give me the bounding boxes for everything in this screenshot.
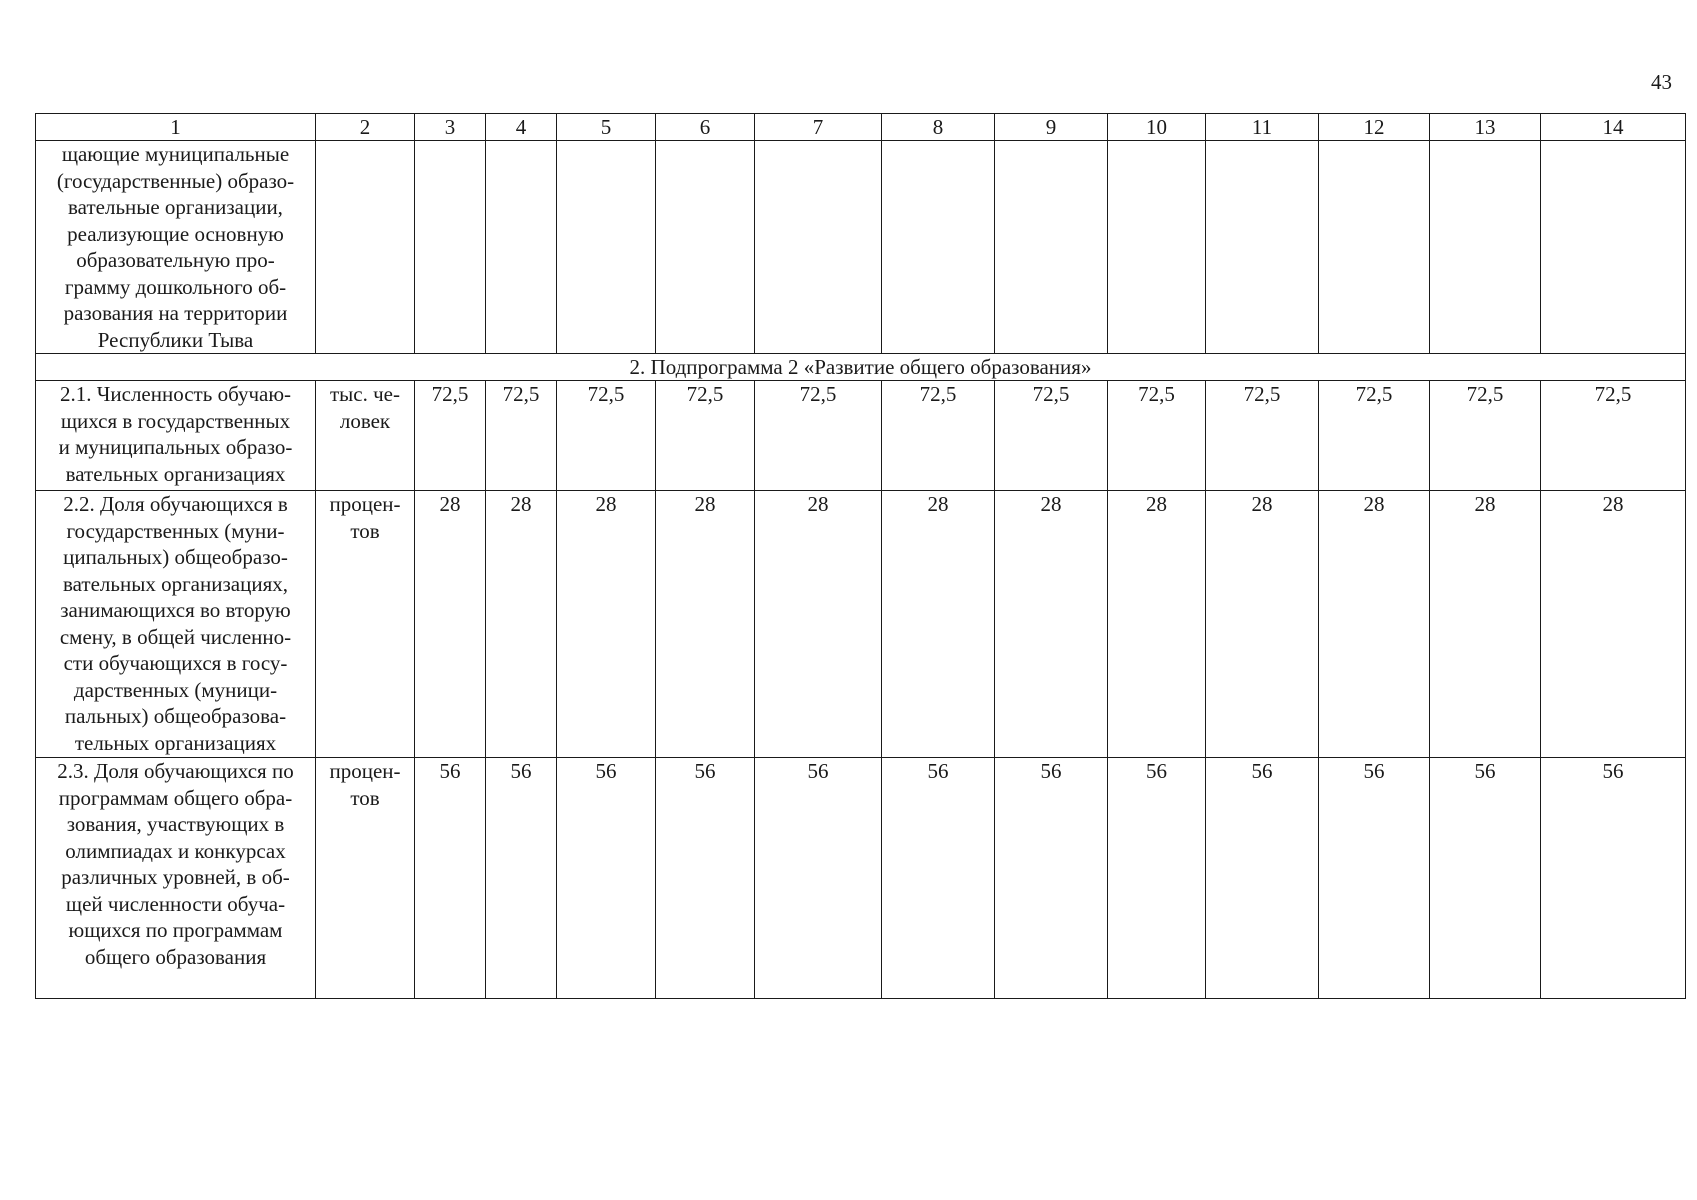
value-cell: 56 — [415, 758, 486, 999]
column-header: 14 — [1541, 114, 1686, 141]
column-header: 9 — [995, 114, 1108, 141]
value-cell: 28 — [1108, 491, 1206, 758]
value-cell: 56 — [1206, 758, 1319, 999]
value-cell — [1541, 141, 1686, 354]
column-header: 12 — [1319, 114, 1430, 141]
column-header: 5 — [557, 114, 656, 141]
value-cell: 72,5 — [415, 381, 486, 491]
continued-row — [36, 141, 1686, 354]
value-cell: 56 — [486, 758, 557, 999]
value-cell — [656, 141, 755, 354]
column-number-row — [36, 114, 1686, 141]
column-header: 2 — [316, 114, 415, 141]
value-cell: 72,5 — [1430, 381, 1541, 491]
value-cell: 72,5 — [1541, 381, 1686, 491]
column-header: 11 — [1206, 114, 1319, 141]
value-cell — [1206, 141, 1319, 354]
value-cell — [882, 141, 995, 354]
value-cell — [1108, 141, 1206, 354]
table-row — [36, 491, 1686, 758]
value-cell — [1319, 141, 1430, 354]
column-header: 7 — [755, 114, 882, 141]
value-cell: 28 — [1430, 491, 1541, 758]
value-cell: 72,5 — [557, 381, 656, 491]
value-cell: 28 — [486, 491, 557, 758]
value-cell: 72,5 — [1108, 381, 1206, 491]
value-cell: 28 — [1541, 491, 1686, 758]
value-cell: 56 — [1319, 758, 1430, 999]
indicator-cell: 2.3. Доля обучающихся по программам общего обра- зования, участвующих в олимпиадах и конкурсах различных уровней, в об- щей численности обуча- ющихся по программам общего образования — [36, 758, 316, 999]
value-cell: 56 — [1108, 758, 1206, 999]
section-title: 2. Подпрограмма 2 «Развитие общего образования» — [36, 354, 1686, 381]
table-row — [36, 758, 1686, 999]
value-cell: 72,5 — [486, 381, 557, 491]
value-cell: 72,5 — [755, 381, 882, 491]
indicators-table — [35, 113, 1686, 999]
value-cell — [995, 141, 1108, 354]
unit-cell: тыс. че- ловек — [316, 381, 415, 491]
value-cell: 72,5 — [656, 381, 755, 491]
value-cell — [557, 141, 656, 354]
value-cell: 28 — [1206, 491, 1319, 758]
value-cell: 28 — [557, 491, 656, 758]
column-header: 6 — [656, 114, 755, 141]
value-cell — [1430, 141, 1541, 354]
unit-cell: процен- тов — [316, 491, 415, 758]
value-cell: 28 — [1319, 491, 1430, 758]
value-cell: 56 — [656, 758, 755, 999]
value-cell — [486, 141, 557, 354]
value-cell — [755, 141, 882, 354]
column-header: 10 — [1108, 114, 1206, 141]
column-header: 4 — [486, 114, 557, 141]
value-cell: 72,5 — [995, 381, 1108, 491]
value-cell: 28 — [995, 491, 1108, 758]
indicator-cell: щающие муниципальные (государственные) образо- вательные организации, реализующие основную образовательную про- грамму дошкольного об- разования на территории Республики Тыва — [36, 141, 316, 354]
page-number: 43 — [1651, 70, 1672, 94]
indicator-cell: 2.1. Численность обучаю- щихся в государственных и муниципальных образо- вательных организациях — [36, 381, 316, 491]
value-cell: 56 — [882, 758, 995, 999]
column-header: 8 — [882, 114, 995, 141]
column-header: 1 — [36, 114, 316, 141]
unit-cell — [316, 141, 415, 354]
value-cell: 56 — [755, 758, 882, 999]
indicator-cell: 2.2. Доля обучающихся в государственных (муни- ципальных) общеобразо- вательных организациях, занимающихся во вторую смену, в общей численно- сти обучающихся в госу- дарственных (муници- пальных) общеобразова- тельных организациях — [36, 491, 316, 758]
value-cell: 28 — [755, 491, 882, 758]
value-cell: 56 — [995, 758, 1108, 999]
value-cell: 56 — [1541, 758, 1686, 999]
column-header: 13 — [1430, 114, 1541, 141]
table-row — [36, 381, 1686, 491]
value-cell: 28 — [656, 491, 755, 758]
section-row — [36, 354, 1686, 381]
column-header: 3 — [415, 114, 486, 141]
unit-cell: процен- тов — [316, 758, 415, 999]
value-cell: 56 — [1430, 758, 1541, 999]
value-cell: 56 — [557, 758, 656, 999]
value-cell: 28 — [882, 491, 995, 758]
value-cell: 72,5 — [1206, 381, 1319, 491]
value-cell: 72,5 — [1319, 381, 1430, 491]
value-cell — [415, 141, 486, 354]
value-cell: 72,5 — [882, 381, 995, 491]
value-cell: 28 — [415, 491, 486, 758]
